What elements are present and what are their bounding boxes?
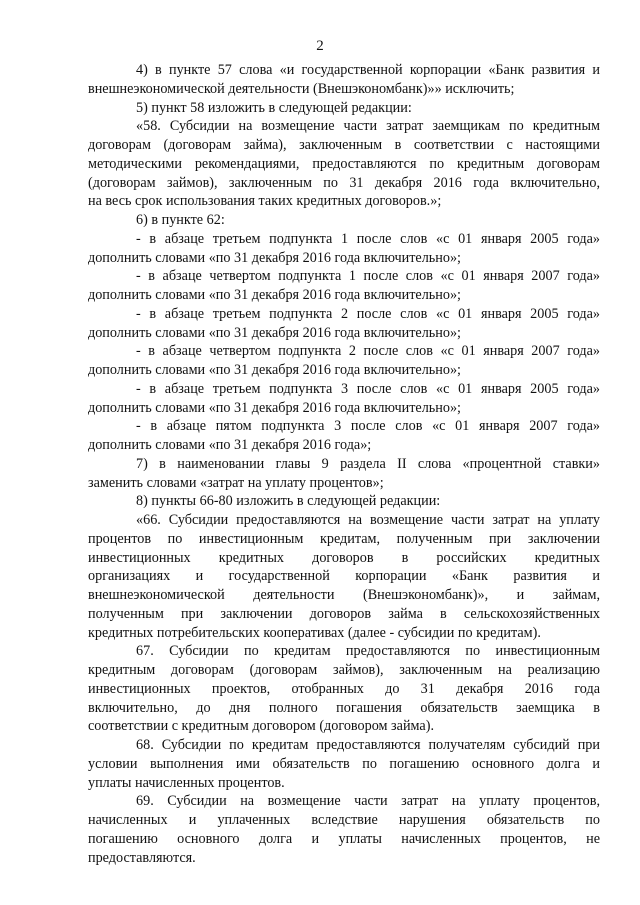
paragraph-p4 — [88, 211, 600, 230]
text-line: начисленных и уплаченных вследствие нарушения обязательств по — [88, 812, 600, 828]
paragraph-p14 — [88, 642, 600, 736]
text-line: методическими рекомендациями, предоставляются по кредитным договорам — [88, 155, 600, 172]
text-line: полученным при заключении договоров займа в сельскохозяйственных — [88, 605, 600, 622]
paragraph-p9 — [88, 380, 600, 418]
text-line: соответствии с кредитным договором (договором займа). — [88, 718, 434, 735]
text-line: на весь срок использования таких кредитных договоров.»; — [88, 193, 442, 210]
text-line: 67. Субсидии по кредитам предоставляются по инвестиционным — [136, 643, 600, 660]
text-line: организациях и государственной корпорации «Банк развития и — [88, 568, 600, 585]
text-line: 4) в пункте 57 слова «и государственной корпорации «Банк развития и — [136, 62, 600, 78]
text-line: - в абзаце четвертом подпункта 2 после слов «с 01 января 2007 года» — [136, 343, 600, 360]
text-line: 69. Субсидии на возмещение части затрат на уплату процентов, — [136, 793, 600, 810]
text-line: кредитным договорам (договорам займов), заключенным на реализацию — [88, 662, 600, 678]
text-line: - в абзаце четвертом подпункта 1 после слов «с 01 января 2007 года» — [136, 268, 600, 285]
paragraph-p3 — [88, 117, 600, 211]
paragraph-p11 — [88, 455, 600, 493]
text-line: 5) пункт 58 изложить в следующей редакции: — [136, 99, 412, 116]
text-line: дополнить словами «по 31 декабря 2016 года включительно»; — [88, 249, 461, 266]
text-line: внешнеэкономической деятельности (Внешэкономбанк)»» исключить; — [88, 80, 515, 97]
text-line: предоставляются. — [88, 849, 196, 866]
paragraph-p13 — [88, 511, 600, 642]
text-line: дополнить словами «по 31 декабря 2016 года включительно»; — [88, 287, 461, 303]
text-line: погашению основного долга и уплаты начисленных процентов, не — [88, 830, 600, 847]
text-line: дополнить словами «по 31 декабря 2016 года включительно»; — [88, 362, 461, 378]
text-line: инвестиционных кредитных договоров в российских кредитных — [88, 549, 600, 566]
text-line: - в абзаце третьем подпункта 3 после слов «с 01 января 2005 года» — [136, 380, 600, 397]
text-line: процентов по инвестиционным кредитам, полученным при заключении — [88, 530, 600, 547]
text-line: - в абзаце третьем подпункта 1 после слов «с 01 января 2005 года» — [136, 230, 600, 247]
text-line: «58. Субсидии на возмещение части затрат заемщикам по кредитным — [136, 118, 600, 135]
text-line: уплаты начисленных процентов. — [88, 774, 285, 791]
text-line: 6) в пункте 62: — [136, 212, 225, 228]
text-line: договорам (договорам займа), заключенным в соответствии с настоящими — [88, 137, 600, 153]
paragraph-p1 — [88, 61, 600, 99]
text-line: инвестиционных проектов, отобранных до 31 декабря 2016 года — [88, 680, 600, 697]
page-number: 2 — [316, 38, 324, 54]
paragraph-p10 — [88, 417, 600, 455]
text-line: 68. Субсидии по кредитам предоставляются получателям субсидий при — [136, 737, 600, 753]
text-line: дополнить словами «по 31 декабря 2016 года»; — [88, 437, 372, 453]
paragraph-p16 — [88, 792, 600, 867]
paragraph-p6 — [88, 267, 600, 305]
text-line: «66. Субсидии предоставляются на возмещение части затрат на уплату — [136, 512, 600, 528]
text-line: 8) пункты 66-80 изложить в следующей редакции: — [136, 493, 441, 510]
text-line: включительно, до дня полного погашения обязательств заемщика в — [88, 699, 600, 716]
paragraph-p8 — [88, 342, 600, 380]
text-line: дополнить словами «по 31 декабря 2016 года включительно»; — [88, 399, 461, 416]
paragraph-p12 — [88, 492, 600, 511]
text-line: внешнеэкономической деятельности (Внешэкономбанк)», и займам, — [88, 587, 600, 603]
paragraph-p2 — [88, 99, 600, 118]
text-line: заменить словами «затрат на уплату процентов»; — [88, 474, 384, 491]
text-line: условии выполнения ими обязательств по погашению основного долга и — [88, 755, 600, 772]
paragraph-p5 — [88, 230, 600, 268]
text-line: (договорам займов), заключенным по 31 декабря 2016 года включительно, — [88, 174, 600, 191]
text-line: - в абзаце третьем подпункта 2 после слов «с 01 января 2005 года» — [136, 305, 600, 322]
document-body — [88, 61, 600, 867]
text-line: кредитных потребительских кооперативах (далее - субсидии по кредитам). — [88, 624, 541, 641]
paragraph-p7 — [88, 305, 600, 343]
paragraph-p15 — [88, 736, 600, 792]
text-line: дополнить словами «по 31 декабря 2016 года включительно»; — [88, 324, 461, 341]
text-line: 7) в наименовании главы 9 раздела II слова «процентной ставки» — [136, 455, 600, 472]
text-line: - в абзаце пятом подпункта 3 после слов «с 01 января 2007 года» — [136, 418, 600, 435]
